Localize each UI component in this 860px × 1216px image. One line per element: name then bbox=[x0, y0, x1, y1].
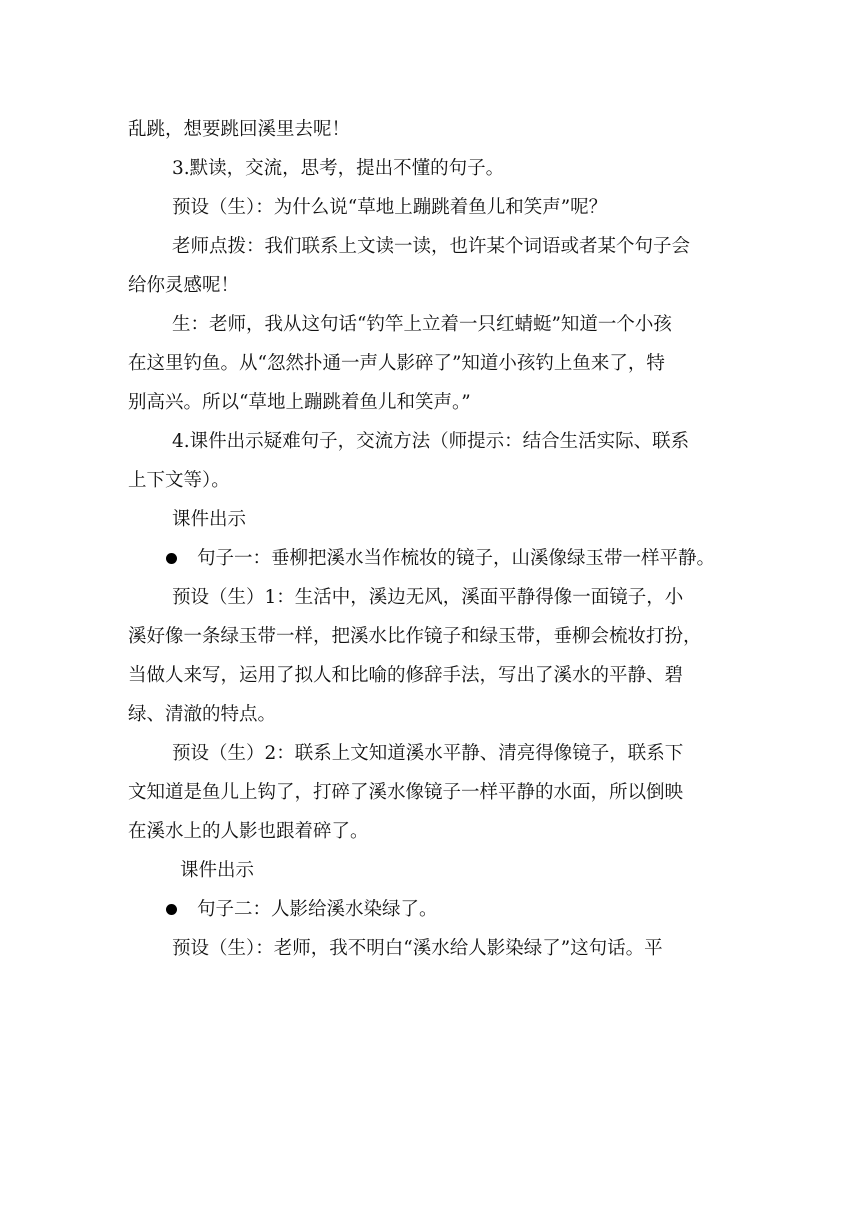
paragraph-line: 乱跳，想要跳回溪里去呢！ bbox=[128, 119, 351, 140]
paragraph-line: 生：老师，我从这句话“钓竿上立着一只红蜻蜓”知道一个小孩 bbox=[172, 314, 672, 335]
paragraph-line: 预设（生）：老师，我不明白“溪水给人影染绿了”这句话。平 bbox=[172, 938, 663, 959]
bullet-item bbox=[128, 890, 732, 929]
bullet-text: 句子二：人影给溪水染绿了。 bbox=[197, 899, 438, 920]
paragraph-line: 文知道是鱼儿上钩了，打碎了溪水像镜子一样平静的水面，所以倒映 bbox=[128, 782, 684, 803]
paragraph-line: 别高兴。所以“草地上蹦跳着鱼儿和笑声。” bbox=[128, 392, 471, 413]
paragraph-line: 上下文等）。 bbox=[128, 470, 230, 491]
paragraph-line: 在溪水上的人影也跟着碎了。 bbox=[128, 821, 369, 842]
paragraph-line: 预设（生）：为什么说“草地上蹦跳着鱼儿和笑声”呢？ bbox=[172, 197, 608, 218]
step-4-heading: 4.课件出示疑难句子，交流方法（师提示：结合生活实际、联系 bbox=[172, 431, 690, 452]
step-3-heading: 3.默读，交流，思考，提出不懂的句子。 bbox=[172, 158, 505, 179]
document-body bbox=[128, 110, 732, 968]
paragraph-line: 当做人来写，运用了拟人和比喻的修辞手法，写出了溪水的平静、碧 bbox=[128, 665, 684, 686]
bullet-dot-icon bbox=[166, 553, 177, 564]
paragraph-line: 给你灵感呢！ bbox=[128, 275, 240, 296]
paragraph-line: 老师点拨：我们联系上文读一读，也许某个词语或者某个句子会 bbox=[172, 236, 691, 257]
bullet-item bbox=[128, 539, 732, 578]
paragraph-line: 预设（生）1：生活中，溪边无风，溪面平静得像一面镜子，小 bbox=[172, 587, 684, 608]
paragraph-line: 在这里钓鱼。从“忽然扑通一声人影碎了”知道小孩钓上鱼来了，特 bbox=[128, 353, 665, 374]
paragraph-line: 预设（生）2：联系上文知道溪水平静、清亮得像镜子，联系下 bbox=[172, 743, 684, 764]
bullet-text: 句子一：垂柳把溪水当作梳妆的镜子，山溪像绿玉带一样平静。 bbox=[197, 548, 716, 569]
bullet-dot-icon bbox=[166, 904, 177, 915]
slide-label: 课件出示 bbox=[180, 860, 255, 881]
paragraph-line: 溪好像一条绿玉带一样，把溪水比作镜子和绿玉带，垂柳会梳妆打扮， bbox=[128, 626, 702, 647]
slide-label: 课件出示 bbox=[172, 509, 247, 530]
paragraph-line: 绿、清澈的特点。 bbox=[128, 704, 277, 725]
